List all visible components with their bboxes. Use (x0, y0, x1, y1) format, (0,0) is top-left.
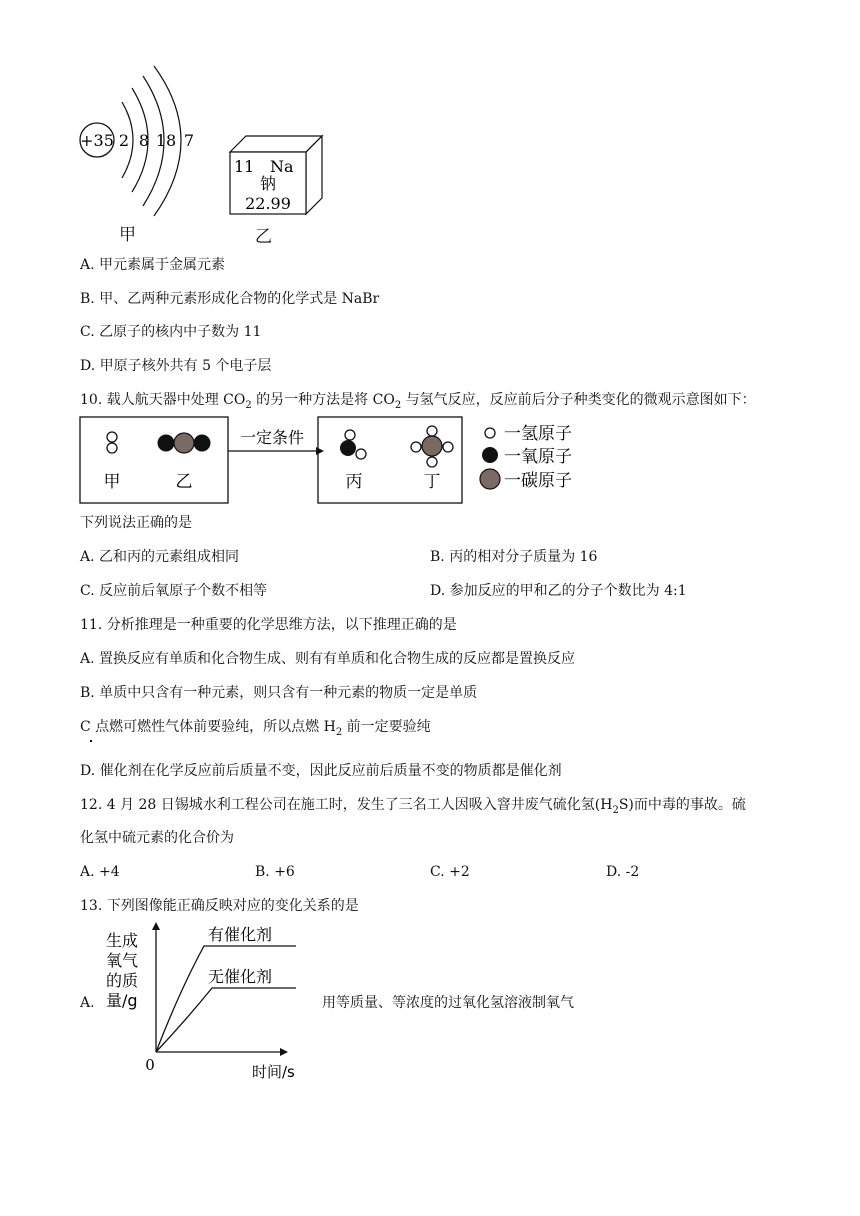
figure-label-jia: 甲 (119, 225, 136, 245)
legend-carbon-icon (480, 469, 500, 489)
legend-oxygen: 一氧原子 (504, 447, 572, 467)
curve-label-with-catalyst: 有催化剂 (208, 925, 273, 944)
atom-structure-diagram (70, 60, 210, 250)
q10-option-a: A. 乙和丙的元素组成相同 (80, 549, 240, 565)
legend-hydrogen: 一氢原子 (504, 424, 572, 444)
graph-xlabel: 时间/s (252, 1063, 295, 1081)
element-name: 钠 (259, 174, 277, 193)
legend-hydrogen-icon (485, 428, 495, 438)
label-bing: 丙 (345, 472, 363, 492)
q10-question: 下列说法正确的是 (80, 515, 192, 531)
hydrogen-atom (411, 442, 421, 452)
oxygen-atom (194, 435, 210, 451)
curve-with-catalyst (156, 946, 296, 1052)
atomic-number: 11 (234, 157, 255, 176)
hydrogen-atom (356, 449, 366, 459)
q9-option-d: D. 甲原子核外共有 5 个电子层 (80, 358, 272, 374)
q9-option-a: A. 甲元素属于金属元素 (80, 257, 226, 273)
hydrogen-atom (345, 430, 355, 440)
label-ding: 丁 (423, 472, 441, 492)
shell-count-4: 7 (183, 131, 195, 150)
stray-dot (90, 740, 92, 742)
q11-option-b: B. 单质中只含有一种元素，则只含有一种元素的物质一定是单质 (80, 685, 478, 701)
q10-option-d: D. 参加反应的甲和乙的分子个数比为 4:1 (430, 583, 687, 599)
hydrogen-atom (107, 443, 117, 453)
graph-ylabel-1: 生成 (106, 931, 139, 950)
oxygen-atom (158, 435, 174, 451)
q11-option-a: A. 置换反应有单质和化合物生成、则有有单质和化合物生成的反应都是置换反应 (80, 651, 576, 667)
q12-option-a: A. +4 (80, 864, 120, 880)
q10-option-b: B. 丙的相对分子质量为 16 (430, 549, 598, 565)
atomic-mass: 22.99 (245, 194, 291, 213)
carbon-atom (174, 433, 194, 453)
label-jia: 甲 (103, 472, 121, 492)
shell-count-1: 2 (118, 131, 130, 150)
graph-ylabel-2: 氧气 (106, 951, 139, 970)
graph-ylabel-4: 量/g (106, 991, 138, 1010)
q10-option-c: C. 反应前后氧原子个数不相等 (80, 583, 268, 599)
shell-count-3: 18 (155, 131, 177, 150)
curve-label-without-catalyst: 无催化剂 (208, 967, 273, 986)
hydrogen-atom (427, 426, 437, 436)
curve-without-catalyst (156, 988, 296, 1052)
hydrogen-atom (443, 442, 453, 452)
figure-label-yi: 乙 (255, 227, 272, 247)
q11-stem: 11. 分析推理是一种重要的化学思维方法，以下推理正确的是 (80, 617, 457, 633)
reaction-condition: 一定条件 (239, 428, 305, 447)
graph-ylabel-3: 的质 (106, 971, 139, 990)
q12-option-c: C. +2 (430, 864, 470, 880)
q13-option-a-text: 用等质量、等浓度的过氧化氢溶液制氧气 (322, 995, 574, 1011)
q11-option-c: C 点燃可燃性气体前要验纯，所以点燃 $H_2$ 前一定要验纯 (80, 719, 431, 738)
q12-stem-line1: 12. 4 月 28 日锡城水利工程公司在施工时，发生了三名工人因吸入窨井废气硫化氢$(H_2S)$而中毒的事故。硫 (80, 797, 746, 816)
shell-count-2: 8 (138, 131, 150, 150)
legend-oxygen-icon (482, 447, 498, 463)
hydrogen-atom (427, 457, 437, 467)
q9-option-b: B. 甲、乙两种元素形成化合物的化学式是 NaBr (80, 291, 380, 307)
q12-option-d: D. -2 (606, 864, 640, 880)
label-yi: 乙 (175, 472, 193, 492)
q12-stem-line2: 化氢中硫元素的化合价为 (80, 830, 234, 846)
oxygen-mass-graph (100, 920, 310, 1082)
reaction-micro-diagram (78, 415, 598, 507)
q13-stem: 13. 下列图像能正确反映对应的变化关系的是 (80, 898, 359, 914)
q12-option-b: B. +6 (255, 864, 295, 880)
oxygen-atom (340, 440, 356, 456)
legend-carbon: 一碳原子 (504, 471, 572, 491)
hydrogen-atom (107, 432, 117, 442)
element-card (226, 130, 326, 220)
q9-option-c: C. 乙原子的核内中子数为 11 (80, 324, 262, 340)
carbon-atom (422, 436, 442, 456)
q13-option-a-label: A. (80, 995, 95, 1011)
q10-stem: 10. 载人航天器中处理 $CO_2$ 的另一种方法是将 $CO_2$ 与氢气反应，反应前后分子种类变化的微观示意图如下： (80, 392, 756, 411)
nucleus-charge: +35 (80, 131, 114, 150)
element-symbol: Na (270, 157, 294, 176)
graph-origin: 0 (145, 1056, 155, 1074)
q11-option-d: D. 催化剂在化学反应前后质量不变，因此反应前后质量不变的物质都是催化剂 (80, 763, 562, 779)
